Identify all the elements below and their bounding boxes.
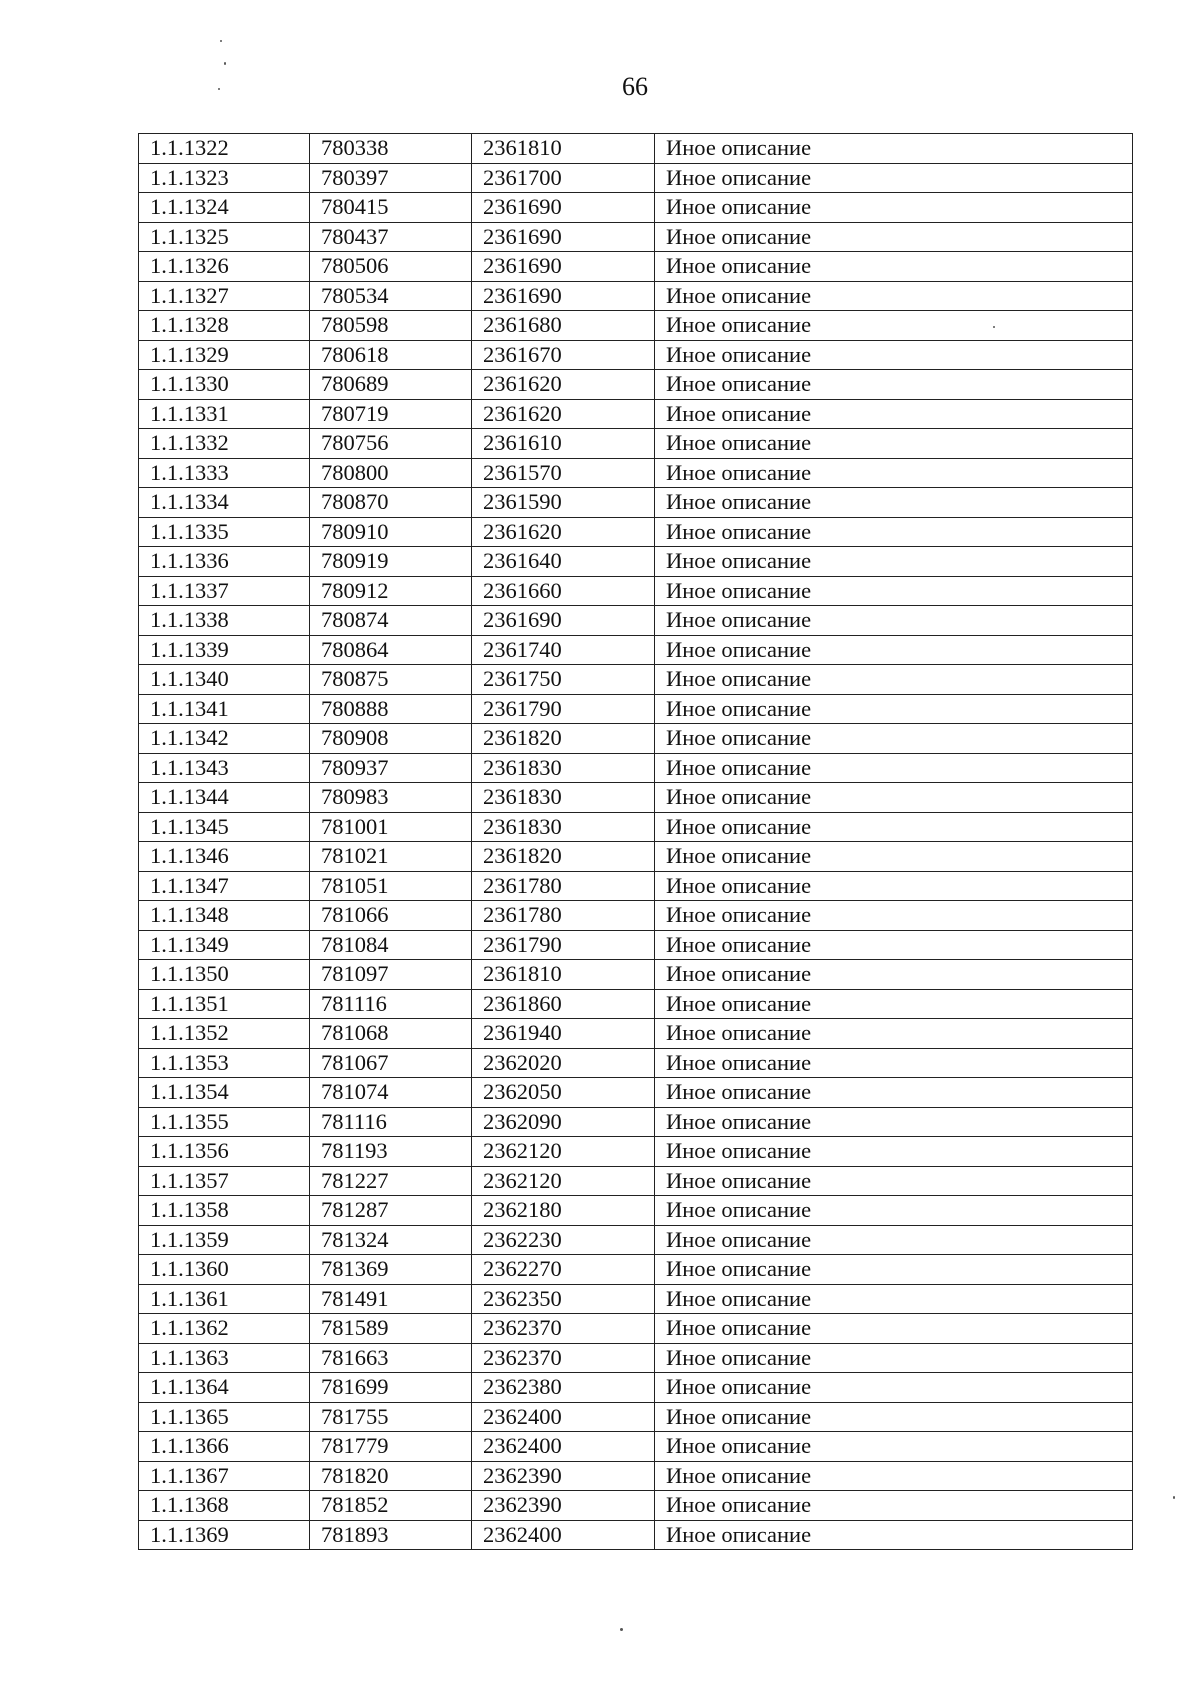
table-row <box>139 635 1133 665</box>
table-row <box>139 783 1133 813</box>
point-number-cell: 1.1.1323 <box>139 163 310 193</box>
table-row <box>139 134 1133 164</box>
x-coordinate-cell: 781021 <box>310 842 472 872</box>
point-number-cell: 1.1.1337 <box>139 576 310 606</box>
y-coordinate-cell: 2361940 <box>472 1019 655 1049</box>
description-cell: Иное описание <box>655 222 1133 252</box>
y-coordinate-cell: 2362120 <box>472 1166 655 1196</box>
point-number-cell: 1.1.1352 <box>139 1019 310 1049</box>
description-cell: Иное описание <box>655 281 1133 311</box>
description-cell: Иное описание <box>655 399 1133 429</box>
scan-speck <box>218 88 220 90</box>
y-coordinate-cell: 2362370 <box>472 1314 655 1344</box>
x-coordinate-cell: 780506 <box>310 252 472 282</box>
description-cell: Иное описание <box>655 1314 1133 1344</box>
y-coordinate-cell: 2361610 <box>472 429 655 459</box>
description-cell: Иное описание <box>655 1078 1133 1108</box>
point-number-cell: 1.1.1328 <box>139 311 310 341</box>
description-cell: Иное описание <box>655 193 1133 223</box>
y-coordinate-cell: 2361620 <box>472 399 655 429</box>
point-number-cell: 1.1.1324 <box>139 193 310 223</box>
description-cell: Иное описание <box>655 458 1133 488</box>
point-number-cell: 1.1.1344 <box>139 783 310 813</box>
table-row <box>139 1373 1133 1403</box>
table-row <box>139 370 1133 400</box>
table-row <box>139 989 1133 1019</box>
point-number-cell: 1.1.1361 <box>139 1284 310 1314</box>
point-number-cell: 1.1.1325 <box>139 222 310 252</box>
point-number-cell: 1.1.1338 <box>139 606 310 636</box>
description-cell: Иное описание <box>655 1019 1133 1049</box>
x-coordinate-cell: 780937 <box>310 753 472 783</box>
description-cell: Иное описание <box>655 252 1133 282</box>
x-coordinate-cell: 781227 <box>310 1166 472 1196</box>
description-cell: Иное описание <box>655 163 1133 193</box>
x-coordinate-cell: 780756 <box>310 429 472 459</box>
x-coordinate-cell: 781287 <box>310 1196 472 1226</box>
x-coordinate-cell: 780397 <box>310 163 472 193</box>
description-cell: Иное описание <box>655 960 1133 990</box>
x-coordinate-cell: 780908 <box>310 724 472 754</box>
x-coordinate-cell: 781491 <box>310 1284 472 1314</box>
x-coordinate-cell: 781193 <box>310 1137 472 1167</box>
x-coordinate-cell: 781097 <box>310 960 472 990</box>
description-cell: Иное описание <box>655 989 1133 1019</box>
description-cell: Иное описание <box>655 1137 1133 1167</box>
y-coordinate-cell: 2361700 <box>472 163 655 193</box>
y-coordinate-cell: 2361640 <box>472 547 655 577</box>
description-cell: Иное описание <box>655 871 1133 901</box>
table-row <box>139 1166 1133 1196</box>
point-number-cell: 1.1.1341 <box>139 694 310 724</box>
y-coordinate-cell: 2361830 <box>472 753 655 783</box>
description-cell: Иное описание <box>655 429 1133 459</box>
description-cell: Иное описание <box>655 340 1133 370</box>
x-coordinate-cell: 781699 <box>310 1373 472 1403</box>
description-cell: Иное описание <box>655 1520 1133 1550</box>
point-number-cell: 1.1.1362 <box>139 1314 310 1344</box>
x-coordinate-cell: 780415 <box>310 193 472 223</box>
description-cell: Иное описание <box>655 724 1133 754</box>
coordinates-table-body <box>139 134 1133 1550</box>
description-cell: Иное описание <box>655 576 1133 606</box>
description-cell: Иное описание <box>655 1107 1133 1137</box>
y-coordinate-cell: 2362090 <box>472 1107 655 1137</box>
x-coordinate-cell: 781589 <box>310 1314 472 1344</box>
table-row <box>139 1314 1133 1344</box>
description-cell: Иное описание <box>655 1255 1133 1285</box>
y-coordinate-cell: 2361690 <box>472 193 655 223</box>
y-coordinate-cell: 2361690 <box>472 606 655 636</box>
description-cell: Иное описание <box>655 753 1133 783</box>
table-row <box>139 399 1133 429</box>
point-number-cell: 1.1.1360 <box>139 1255 310 1285</box>
x-coordinate-cell: 780875 <box>310 665 472 695</box>
y-coordinate-cell: 2362400 <box>472 1402 655 1432</box>
point-number-cell: 1.1.1345 <box>139 812 310 842</box>
point-number-cell: 1.1.1326 <box>139 252 310 282</box>
table-row <box>139 1137 1133 1167</box>
y-coordinate-cell: 2362390 <box>472 1461 655 1491</box>
table-row <box>139 753 1133 783</box>
y-coordinate-cell: 2361820 <box>472 724 655 754</box>
x-coordinate-cell: 780719 <box>310 399 472 429</box>
description-cell: Иное описание <box>655 1461 1133 1491</box>
x-coordinate-cell: 780437 <box>310 222 472 252</box>
x-coordinate-cell: 781074 <box>310 1078 472 1108</box>
x-coordinate-cell: 780870 <box>310 488 472 518</box>
table-row <box>139 1520 1133 1550</box>
x-coordinate-cell: 780919 <box>310 547 472 577</box>
description-cell: Иное описание <box>655 1048 1133 1078</box>
point-number-cell: 1.1.1327 <box>139 281 310 311</box>
table-row <box>139 1402 1133 1432</box>
point-number-cell: 1.1.1350 <box>139 960 310 990</box>
x-coordinate-cell: 780864 <box>310 635 472 665</box>
y-coordinate-cell: 2362390 <box>472 1491 655 1521</box>
point-number-cell: 1.1.1365 <box>139 1402 310 1432</box>
y-coordinate-cell: 2361660 <box>472 576 655 606</box>
y-coordinate-cell: 2362180 <box>472 1196 655 1226</box>
y-coordinate-cell: 2361620 <box>472 370 655 400</box>
x-coordinate-cell: 781116 <box>310 1107 472 1137</box>
table-row <box>139 812 1133 842</box>
point-number-cell: 1.1.1346 <box>139 842 310 872</box>
x-coordinate-cell: 781779 <box>310 1432 472 1462</box>
point-number-cell: 1.1.1351 <box>139 989 310 1019</box>
description-cell: Иное описание <box>655 1196 1133 1226</box>
table-row <box>139 517 1133 547</box>
table-row <box>139 547 1133 577</box>
y-coordinate-cell: 2361690 <box>472 281 655 311</box>
description-cell: Иное описание <box>655 134 1133 164</box>
point-number-cell: 1.1.1368 <box>139 1491 310 1521</box>
table-row <box>139 1107 1133 1137</box>
x-coordinate-cell: 781893 <box>310 1520 472 1550</box>
description-cell: Иное описание <box>655 901 1133 931</box>
x-coordinate-cell: 781066 <box>310 901 472 931</box>
x-coordinate-cell: 780598 <box>310 311 472 341</box>
y-coordinate-cell: 2361690 <box>472 222 655 252</box>
x-coordinate-cell: 781852 <box>310 1491 472 1521</box>
description-cell: Иное описание <box>655 1402 1133 1432</box>
point-number-cell: 1.1.1359 <box>139 1225 310 1255</box>
x-coordinate-cell: 781663 <box>310 1343 472 1373</box>
x-coordinate-cell: 781001 <box>310 812 472 842</box>
description-cell: Иное описание <box>655 370 1133 400</box>
y-coordinate-cell: 2362050 <box>472 1078 655 1108</box>
y-coordinate-cell: 2361810 <box>472 960 655 990</box>
description-cell: Иное описание <box>655 842 1133 872</box>
point-number-cell: 1.1.1343 <box>139 753 310 783</box>
y-coordinate-cell: 2361830 <box>472 783 655 813</box>
y-coordinate-cell: 2361820 <box>472 842 655 872</box>
description-cell: Иное описание <box>655 1284 1133 1314</box>
table-row <box>139 281 1133 311</box>
x-coordinate-cell: 780874 <box>310 606 472 636</box>
table-row <box>139 222 1133 252</box>
description-cell: Иное описание <box>655 930 1133 960</box>
y-coordinate-cell: 2362400 <box>472 1520 655 1550</box>
x-coordinate-cell: 781755 <box>310 1402 472 1432</box>
x-coordinate-cell: 780983 <box>310 783 472 813</box>
y-coordinate-cell: 2362380 <box>472 1373 655 1403</box>
scan-speck <box>224 62 226 65</box>
x-coordinate-cell: 781820 <box>310 1461 472 1491</box>
point-number-cell: 1.1.1369 <box>139 1520 310 1550</box>
y-coordinate-cell: 2361750 <box>472 665 655 695</box>
description-cell: Иное описание <box>655 606 1133 636</box>
y-coordinate-cell: 2361570 <box>472 458 655 488</box>
point-number-cell: 1.1.1355 <box>139 1107 310 1137</box>
x-coordinate-cell: 780910 <box>310 517 472 547</box>
description-cell: Иное описание <box>655 488 1133 518</box>
y-coordinate-cell: 2362400 <box>472 1432 655 1462</box>
y-coordinate-cell: 2361790 <box>472 930 655 960</box>
x-coordinate-cell: 780800 <box>310 458 472 488</box>
point-number-cell: 1.1.1347 <box>139 871 310 901</box>
x-coordinate-cell: 781116 <box>310 989 472 1019</box>
y-coordinate-cell: 2361860 <box>472 989 655 1019</box>
y-coordinate-cell: 2361590 <box>472 488 655 518</box>
table-row <box>139 163 1133 193</box>
point-number-cell: 1.1.1331 <box>139 399 310 429</box>
y-coordinate-cell: 2361740 <box>472 635 655 665</box>
x-coordinate-cell: 781369 <box>310 1255 472 1285</box>
y-coordinate-cell: 2362350 <box>472 1284 655 1314</box>
description-cell: Иное описание <box>655 694 1133 724</box>
x-coordinate-cell: 781324 <box>310 1225 472 1255</box>
point-number-cell: 1.1.1329 <box>139 340 310 370</box>
description-cell: Иное описание <box>655 517 1133 547</box>
scan-speck <box>220 40 222 42</box>
point-number-cell: 1.1.1336 <box>139 547 310 577</box>
x-coordinate-cell: 781068 <box>310 1019 472 1049</box>
table-row <box>139 842 1133 872</box>
point-number-cell: 1.1.1363 <box>139 1343 310 1373</box>
y-coordinate-cell: 2362230 <box>472 1225 655 1255</box>
table-row <box>139 1343 1133 1373</box>
x-coordinate-cell: 780689 <box>310 370 472 400</box>
point-number-cell: 1.1.1353 <box>139 1048 310 1078</box>
table-row <box>139 901 1133 931</box>
table-row <box>139 1019 1133 1049</box>
x-coordinate-cell: 780618 <box>310 340 472 370</box>
table-row <box>139 871 1133 901</box>
point-number-cell: 1.1.1349 <box>139 930 310 960</box>
table-row <box>139 1461 1133 1491</box>
table-row <box>139 1196 1133 1226</box>
page-number: 66 <box>622 72 648 101</box>
y-coordinate-cell: 2361780 <box>472 901 655 931</box>
scan-speck <box>993 326 995 328</box>
description-cell: Иное описание <box>655 311 1133 341</box>
point-number-cell: 1.1.1354 <box>139 1078 310 1108</box>
table-row <box>139 694 1133 724</box>
y-coordinate-cell: 2362270 <box>472 1255 655 1285</box>
y-coordinate-cell: 2361690 <box>472 252 655 282</box>
point-number-cell: 1.1.1333 <box>139 458 310 488</box>
table-row <box>139 429 1133 459</box>
point-number-cell: 1.1.1366 <box>139 1432 310 1462</box>
y-coordinate-cell: 2361810 <box>472 134 655 164</box>
x-coordinate-cell: 781067 <box>310 1048 472 1078</box>
description-cell: Иное описание <box>655 635 1133 665</box>
table-row <box>139 458 1133 488</box>
y-coordinate-cell: 2361680 <box>472 311 655 341</box>
x-coordinate-cell: 781051 <box>310 871 472 901</box>
x-coordinate-cell: 780534 <box>310 281 472 311</box>
y-coordinate-cell: 2361670 <box>472 340 655 370</box>
point-number-cell: 1.1.1339 <box>139 635 310 665</box>
description-cell: Иное описание <box>655 547 1133 577</box>
table-row <box>139 252 1133 282</box>
point-number-cell: 1.1.1342 <box>139 724 310 754</box>
table-row <box>139 930 1133 960</box>
x-coordinate-cell: 781084 <box>310 930 472 960</box>
table-row <box>139 311 1133 341</box>
description-cell: Иное описание <box>655 1373 1133 1403</box>
table-row <box>139 193 1133 223</box>
description-cell: Иное описание <box>655 1225 1133 1255</box>
point-number-cell: 1.1.1357 <box>139 1166 310 1196</box>
description-cell: Иное описание <box>655 1432 1133 1462</box>
point-number-cell: 1.1.1364 <box>139 1373 310 1403</box>
point-number-cell: 1.1.1340 <box>139 665 310 695</box>
y-coordinate-cell: 2361790 <box>472 694 655 724</box>
description-cell: Иное описание <box>655 783 1133 813</box>
y-coordinate-cell: 2362020 <box>472 1048 655 1078</box>
y-coordinate-cell: 2361780 <box>472 871 655 901</box>
table-row <box>139 576 1133 606</box>
scan-speck <box>620 1628 623 1631</box>
table-row <box>139 606 1133 636</box>
table-row <box>139 1432 1133 1462</box>
table-row <box>139 1225 1133 1255</box>
point-number-cell: 1.1.1322 <box>139 134 310 164</box>
point-number-cell: 1.1.1334 <box>139 488 310 518</box>
x-coordinate-cell: 780338 <box>310 134 472 164</box>
table-row <box>139 1048 1133 1078</box>
table-row <box>139 488 1133 518</box>
table-row <box>139 960 1133 990</box>
description-cell: Иное описание <box>655 1166 1133 1196</box>
point-number-cell: 1.1.1335 <box>139 517 310 547</box>
y-coordinate-cell: 2362120 <box>472 1137 655 1167</box>
table-row <box>139 1491 1133 1521</box>
x-coordinate-cell: 780888 <box>310 694 472 724</box>
point-number-cell: 1.1.1330 <box>139 370 310 400</box>
y-coordinate-cell: 2361620 <box>472 517 655 547</box>
x-coordinate-cell: 780912 <box>310 576 472 606</box>
table-row <box>139 340 1133 370</box>
description-cell: Иное описание <box>655 1343 1133 1373</box>
y-coordinate-cell: 2362370 <box>472 1343 655 1373</box>
table-row <box>139 1078 1133 1108</box>
table-row <box>139 1284 1133 1314</box>
description-cell: Иное описание <box>655 812 1133 842</box>
description-cell: Иное описание <box>655 1491 1133 1521</box>
point-number-cell: 1.1.1348 <box>139 901 310 931</box>
point-number-cell: 1.1.1356 <box>139 1137 310 1167</box>
description-cell: Иное описание <box>655 665 1133 695</box>
table-row <box>139 1255 1133 1285</box>
y-coordinate-cell: 2361830 <box>472 812 655 842</box>
point-number-cell: 1.1.1358 <box>139 1196 310 1226</box>
point-number-cell: 1.1.1332 <box>139 429 310 459</box>
table-row <box>139 665 1133 695</box>
table-row <box>139 724 1133 754</box>
scan-speck <box>1173 1496 1175 1499</box>
point-number-cell: 1.1.1367 <box>139 1461 310 1491</box>
coordinates-table <box>138 133 1133 1550</box>
